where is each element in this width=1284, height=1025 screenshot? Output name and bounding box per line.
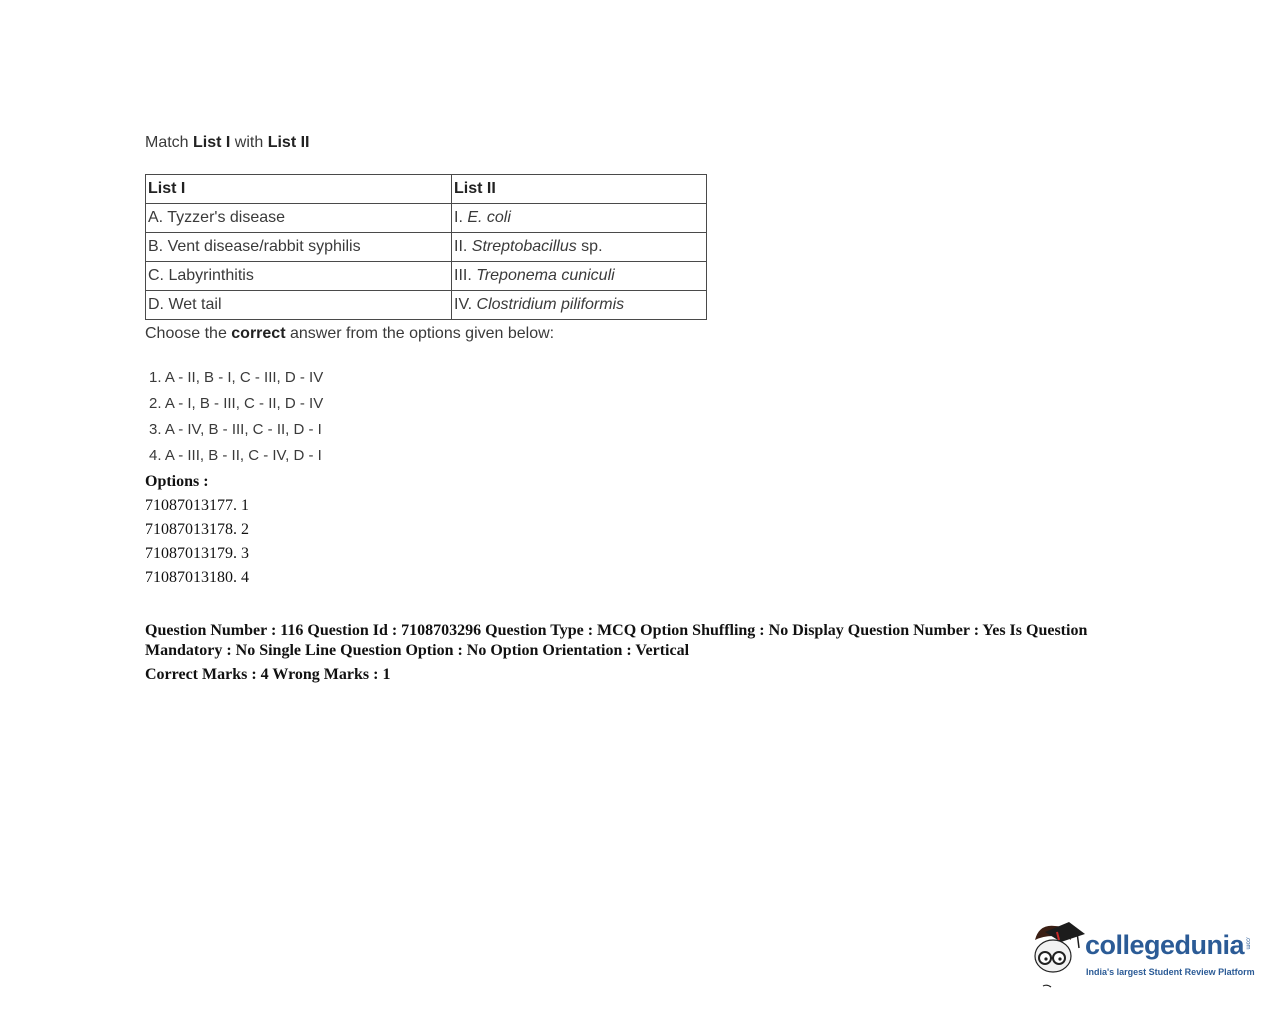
question-meta bbox=[145, 621, 1125, 685]
logo-wordmark: collegedunia bbox=[1085, 930, 1245, 960]
options-heading: Options : bbox=[145, 473, 209, 490]
logo-tagline: India's largest Student Review Platform bbox=[1086, 967, 1255, 977]
table-cell: B. Vent disease/rabbit syphilis bbox=[146, 233, 452, 262]
table-row bbox=[146, 262, 707, 291]
table-cell: C. Labyrinthitis bbox=[146, 262, 452, 291]
answer-instruction: Choose the correct answer from the options given below: bbox=[145, 325, 555, 342]
answer-choice: 3. A - IV, B - III, C - II, D - I bbox=[149, 421, 322, 438]
table-cell: D. Wet tail bbox=[146, 291, 452, 320]
table-row bbox=[146, 204, 707, 233]
option-id: 71087013180. 4 bbox=[145, 569, 249, 586]
option-id: 71087013178. 2 bbox=[145, 521, 249, 538]
mascot-icon bbox=[1025, 918, 1085, 990]
match-table bbox=[145, 174, 707, 320]
table-cell: II. Streptobacillus sp. bbox=[452, 233, 707, 262]
question-marks: Correct Marks : 4 Wrong Marks : 1 bbox=[145, 666, 391, 683]
option-id: 71087013179. 3 bbox=[145, 545, 249, 562]
table-row bbox=[146, 233, 707, 262]
collegedunia-logo bbox=[1025, 918, 1255, 990]
table-cell: I. E. coli bbox=[452, 204, 707, 233]
options-block bbox=[145, 472, 249, 592]
logo-domain: .com bbox=[1244, 936, 1251, 950]
table-row bbox=[146, 291, 707, 320]
question-intro: Match List I with List II bbox=[145, 134, 310, 151]
answer-choices bbox=[149, 367, 323, 471]
list2-label: List II bbox=[267, 134, 310, 151]
table-header-row bbox=[146, 175, 707, 204]
table-cell: IV. Clostridium piliformis bbox=[452, 291, 707, 320]
table-cell: A. Tyzzer's disease bbox=[146, 204, 452, 233]
answer-choice: 2. A - I, B - III, C - II, D - IV bbox=[149, 395, 324, 412]
answer-choice: 1. A - II, B - I, C - III, D - IV bbox=[149, 369, 324, 386]
table-cell: III. Treponema cuniculi bbox=[452, 262, 707, 291]
list1-label: List I bbox=[193, 134, 231, 151]
table-header: List I bbox=[146, 175, 452, 204]
question-details: Question Number : 116 Question Id : 7108703296 Question Type : MCQ Option Shuffling : No Display Question Number : Yes Is Question Mandatory : No Single Line Question Option : No Option Orientation : Vertical bbox=[145, 622, 1088, 659]
option-id: 71087013177. 1 bbox=[145, 497, 249, 514]
table-header: List II bbox=[452, 175, 707, 204]
answer-choice: 4. A - III, B - II, C - IV, D - I bbox=[149, 447, 322, 464]
